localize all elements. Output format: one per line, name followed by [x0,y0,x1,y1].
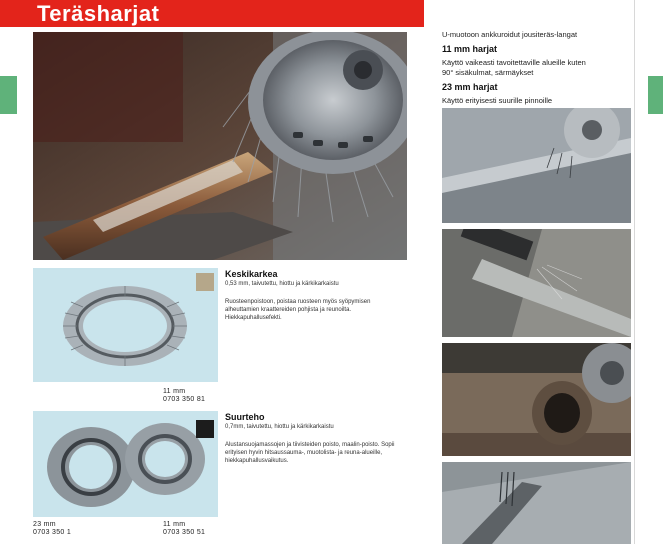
section-tab-left [0,76,17,114]
right-heading-23mm: 23 mm harjat [442,82,498,92]
product-photo-suurteho [33,411,218,517]
right-text-11mm-line1: Käyttö vaikeasti tavoitettaville alueille kuten [442,58,586,67]
page-title: Teräsharjat [37,1,160,26]
product-size-suurteho-23: 23 mm [33,521,56,528]
product-photo-keskikarkea [33,268,218,382]
product-code-suurteho-11: 0703 350 51 [163,529,206,536]
right-photo-4 [442,462,631,544]
right-photo-1 [442,108,631,223]
product-size-keskikarkea: 11 mm [163,388,186,395]
right-intro-text: U-muotoon ankkuroidut jousiteräs-langat [442,30,578,39]
right-photo-2 [442,229,631,337]
product-title-keskikarkea: Keskikarkea [225,269,278,279]
product-desc-keskikarkea: Ruosteenpoistoon, poistaa ruosteen myös syöpymisen alheuttamien kraattereiden pohjista ja reunoilta. Hiekkapuhallusefekti. [225,299,371,321]
right-photo-3 [442,343,631,456]
page-edge-divider [634,0,635,544]
right-heading-11mm: 11 mm harjat [442,44,498,54]
right-text-11mm-line2: 90° sisäkulmat, särmäykset [442,68,534,77]
right-text-23mm: Käyttö erityisesti suurille pinnoille [442,96,553,105]
section-tab-right [648,76,663,114]
product-code-suurteho-23: 0703 350 1 [33,529,72,536]
product-desc-suurteho: Alustansuojamassojen ja tiivisteiden poisto, maalin-poisto. Sopii erityisen hyvin hitsaussauma-, muotolista- ja reuna-alueille, hiekkapuhallusvaikutus. [225,442,395,464]
product-spec-keskikarkea: 0,53 mm, taivutettu, hiottu ja kärkikarkaistu [225,281,339,287]
product-title-suurteho: Suurteho [225,412,265,422]
hero-photo [33,32,407,260]
color-swatch-suurteho [196,420,214,438]
product-spec-suurteho: 0,7mm, taivutettu, hiottu ja kärkikarkaistu [225,424,334,430]
color-swatch-keskikarkea [196,273,214,291]
product-code-keskikarkea: 0703 350 81 [163,396,206,403]
product-size-suurteho-11: 11 mm [163,521,186,528]
